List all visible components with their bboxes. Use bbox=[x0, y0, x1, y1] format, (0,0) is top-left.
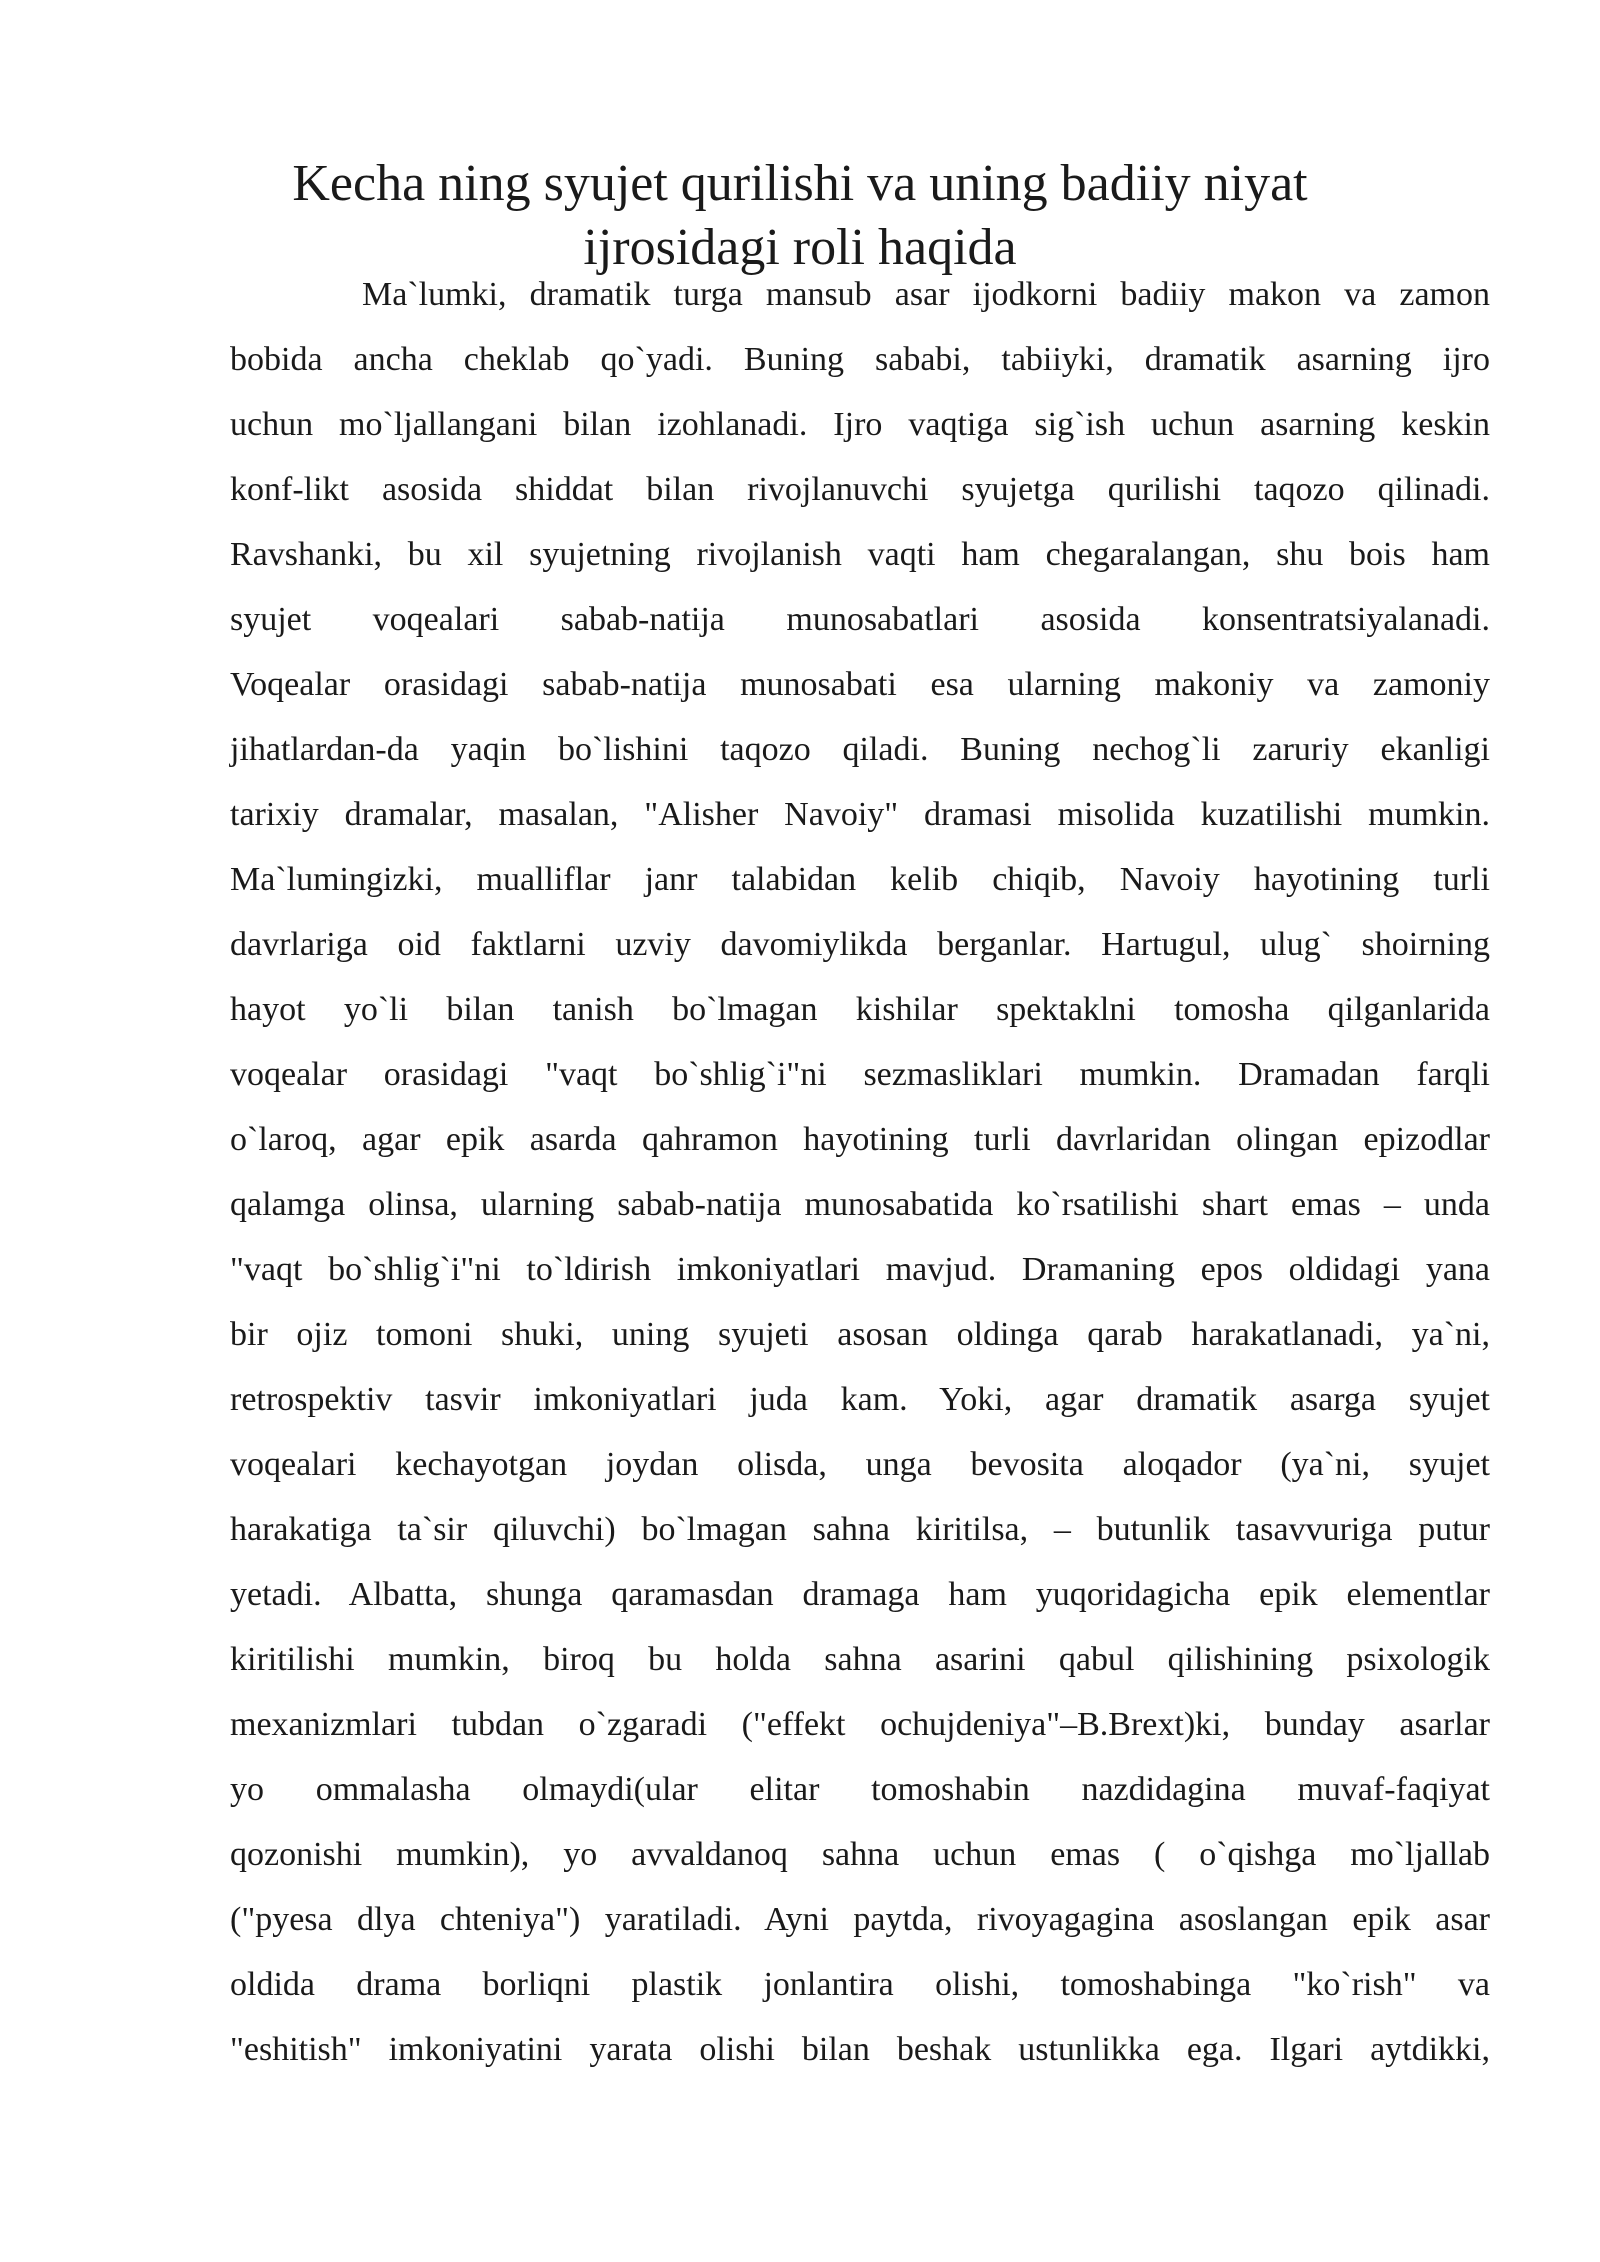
body-line: Voqealar orasidagi sabab-natija munosabati esa ularning makoniy va zamoniy bbox=[230, 666, 1490, 703]
body-line: yetadi. Albatta, shunga qaramasdan dramaga ham yuqoridagicha epik elementlar bbox=[230, 1576, 1490, 1613]
body-line: davrlariga oid faktlarni uzviy davomiylikda berganlar. Hartugul, ulug` shoirning bbox=[230, 926, 1490, 963]
body-line: tarixiy dramalar, masalan, "Alisher Navoiy" dramasi misolida kuzatilishi mumkin. bbox=[230, 796, 1490, 833]
title-line: Kecha ning syujet qurilishi va uning badiiy niyat bbox=[292, 155, 1308, 212]
body-line: harakatiga ta`sir qiluvchi) bo`lmagan sahna kiritilsa, – butunlik tasavvuriga putur bbox=[230, 1511, 1490, 1548]
body-line: "eshitish" imkoniyatini yarata olishi bilan beshak ustunlikka ega. Ilgari aytdikki, bbox=[230, 2031, 1490, 2068]
body-line: oldida drama borliqni plastik jonlantira olishi, tomoshabinga "ko`rish" va bbox=[230, 1966, 1490, 2003]
body-line: Ma`lumingizki, mualliflar janr talabidan kelib chiqib, Navoiy hayotining turli bbox=[230, 861, 1490, 898]
body-line: ("pyesa dlya chteniya") yaratiladi. Ayni paytda, rivoyagagina asoslangan epik asar bbox=[230, 1901, 1490, 1938]
body-line: yo ommalasha olmaydi(ular elitar tomoshabin nazdidagina muvaf-faqiyat bbox=[230, 1771, 1490, 1808]
document-title bbox=[230, 152, 1370, 280]
body-line: voqealar orasidagi "vaqt bo`shlig`i"ni sezmasliklari mumkin. Dramadan farqli bbox=[230, 1056, 1490, 1093]
body-line: syujet voqealari sabab-natija munosabatlari asosida konsentratsiyalanadi. bbox=[230, 601, 1490, 638]
title-line: ijrosidagi roli haqida bbox=[583, 219, 1017, 276]
body-line: bir ojiz tomoni shuki, uning syujeti asosan oldinga qarab harakatlanadi, ya`ni, bbox=[230, 1316, 1490, 1353]
body-line: qozonishi mumkin), yo avvaldanoq sahna uchun emas ( o`qishga mo`ljallab bbox=[230, 1836, 1490, 1873]
body-line: retrospektiv tasvir imkoniyatlari juda kam. Yoki, agar dramatik asarga syujet bbox=[230, 1381, 1490, 1418]
body-line: Ma`lumki, dramatik turga mansub asar ijodkorni badiiy makon va zamon bbox=[362, 276, 1490, 313]
body-line: jihatlardan-da yaqin bo`lishini taqozo qiladi. Buning nechog`li zaruriy ekanligi bbox=[230, 731, 1490, 768]
body-line: kiritilishi mumkin, biroq bu holda sahna asarini qabul qilishining psixologik bbox=[230, 1641, 1490, 1678]
body-line: "vaqt bo`shlig`i"ni to`ldirish imkoniyatlari mavjud. Dramaning epos oldidagi yana bbox=[230, 1251, 1490, 1288]
body-line: konf-likt asosida shiddat bilan rivojlanuvchi syujetga qurilishi taqozo qilinadi. bbox=[230, 471, 1490, 508]
body-line: o`laroq, agar epik asarda qahramon hayotining turli davrlaridan olingan epizodlar bbox=[230, 1121, 1490, 1158]
body-line: bobida ancha cheklab qo`yadi. Buning sababi, tabiiyki, dramatik asarning ijro bbox=[230, 341, 1490, 378]
body-line: Ravshanki, bu xil syujetning rivojlanish vaqti ham chegaralangan, shu bois ham bbox=[230, 536, 1490, 573]
body-line: mexanizmlari tubdan o`zgaradi ("effekt ochujdeniya"–B.Brext)ki, bunday asarlar bbox=[230, 1706, 1490, 1743]
body-line: qalamga olinsa, ularning sabab-natija munosabatida ko`rsatilishi shart emas – unda bbox=[230, 1186, 1490, 1223]
body-line: hayot yo`li bilan tanish bo`lmagan kishilar spektaklni tomosha qilganlarida bbox=[230, 991, 1490, 1028]
document-body bbox=[230, 262, 1490, 2082]
body-line: uchun mo`ljallangani bilan izohlanadi. Ijro vaqtiga sig`ish uchun asarning keskin bbox=[230, 406, 1490, 443]
body-line: voqealari kechayotgan joydan olisda, unga bevosita aloqador (ya`ni, syujet bbox=[230, 1446, 1490, 1483]
